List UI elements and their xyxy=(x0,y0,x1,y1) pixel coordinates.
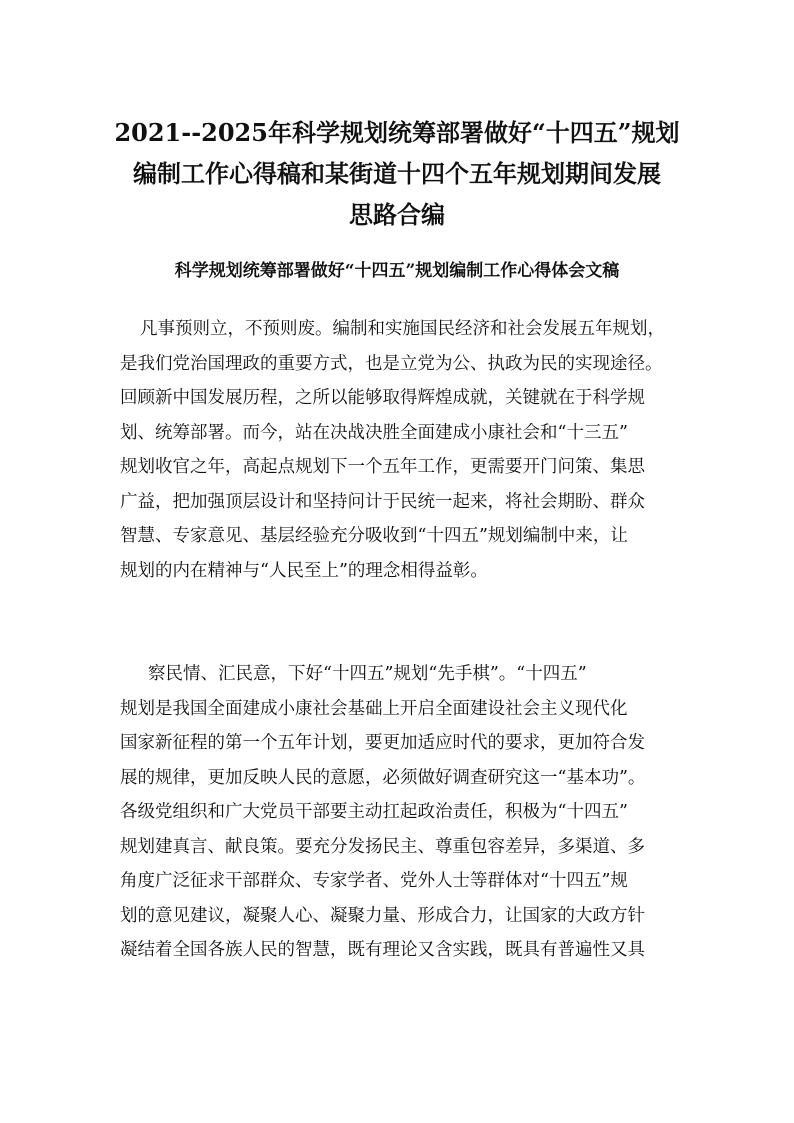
paragraph-line: 察民情、汇民意，下好“十四五”规划“先手棋”。“十四五” xyxy=(148,664,587,684)
title-line-3: 思路合编 xyxy=(349,200,445,229)
paragraph-line: 凡事预则立，不预则废。编制和实施国民经济和社会发展五年规划， xyxy=(140,319,665,339)
paragraph-2 xyxy=(120,657,680,968)
title-line-2: 编制工作心得稿和某街道十四个五年规划期间发展 xyxy=(133,159,661,188)
paragraph-line: 划的意见建议，凝聚人心、凝聚力量、形成合力，让国家的大政方针 xyxy=(120,905,645,926)
paragraph-line: 规划建真言、献良策。要充分发扬民主、尊重包容差异，多渠道、多 xyxy=(120,836,645,857)
paragraph-1 xyxy=(120,312,680,588)
paragraph-line: 规划是我国全面建成小康社会基础上开启全面建设社会主义现代化 xyxy=(120,698,628,719)
paragraph-line: 是我们党治国理政的重要方式，也是立党为公、执政为民的实现途径。 xyxy=(120,353,663,374)
paragraph-line: 规划收官之年，高起点规划下一个五年工作，更需要开门问策、集思 xyxy=(120,457,645,477)
document-subtitle: 科学规划统筹部署做好“十四五”规划编制工作心得体会文稿 xyxy=(174,261,620,281)
paragraph-line: 回顾新中国发展历程，之所以能够取得辉煌成就，关键就在于科学规 xyxy=(120,388,645,408)
paragraph-line: 展的规律，更加反映人民的意愿，必须做好调查研究这一“基本功”。 xyxy=(120,767,646,788)
paragraph-line: 广益，把加强顶层设计和坚持问计于民统一起来，将社会期盼、群众 xyxy=(120,491,645,512)
paragraph-line: 规划的内在精神与“人民至上”的理念相得益彰。 xyxy=(120,560,488,581)
document-title xyxy=(100,112,694,235)
paragraph-line: 智慧、专家意见、基层经验充分吸收到“十四五”规划编制中来，让 xyxy=(120,526,628,546)
paragraph-line: 凝结着全国各族人民的智慧，既有理论又含实践，既具有普遍性又具 xyxy=(120,940,645,960)
paragraph-line: 角度广泛征求干部群众、专家学者、党外人士等群体对“十四五”规 xyxy=(120,871,628,891)
paragraph-line: 国家新征程的第一个五年计划，要更加适应时代的要求，更加符合发 xyxy=(120,733,645,753)
title-line-1: 2021--2025年科学规划统筹部署做好“十四五”规划 xyxy=(114,118,680,147)
paragraph-line: 划、统筹部署。而今，站在决战决胜全面建成小康社会和“十三五” xyxy=(120,422,628,443)
paragraph-line: 各级党组织和广大党员干部要主动扛起政治责任，积极为“十四五” xyxy=(120,802,628,822)
